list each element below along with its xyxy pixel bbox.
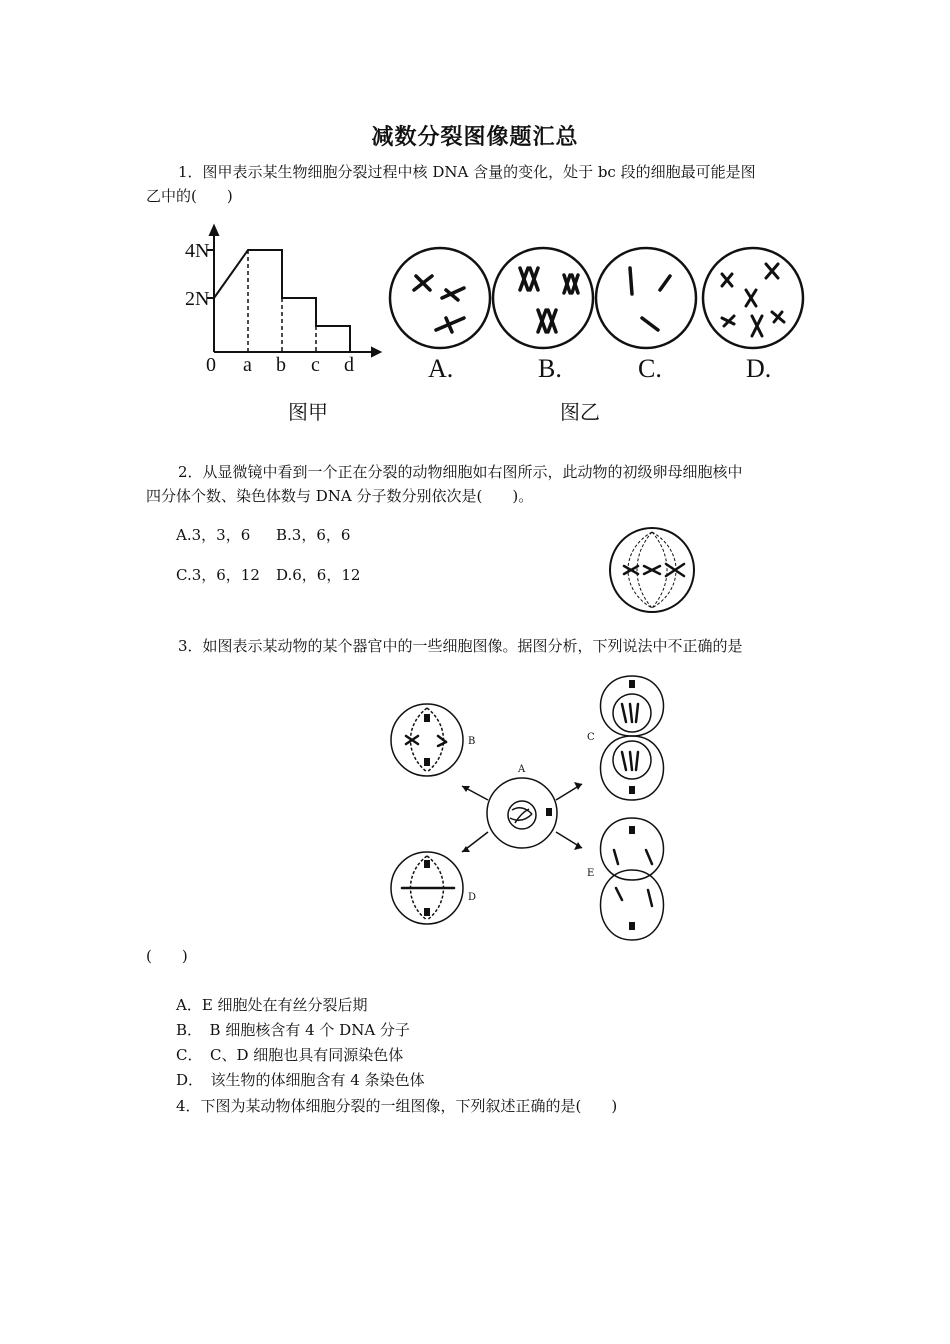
page-title: 减数分裂图像题汇总 xyxy=(371,125,579,150)
cells-caption: 图乙 xyxy=(560,400,600,424)
q2-option-c: C.3，6，12 xyxy=(176,566,260,584)
x-label-d: d xyxy=(344,354,354,376)
q3-option-b: B． B 细胞核含有 4 个 DNA 分子 xyxy=(176,1021,410,1039)
x-label-a: a xyxy=(243,354,252,376)
q3-option-d: D． 该生物的体细胞含有 4 条染色体 xyxy=(176,1071,425,1089)
q2-text-line2: 四分体个数、染色体数与 DNA 分子数分别依次是( )。 xyxy=(146,487,534,505)
fig-label-d: D xyxy=(468,892,477,903)
fig-label-a: A xyxy=(518,764,526,775)
q2-option-d: D.6，6，12 xyxy=(276,566,361,584)
x-label-b: b xyxy=(276,354,286,376)
x-label-0: 0 xyxy=(206,354,216,376)
q1-text-line1: 1．图甲表示某生物细胞分裂过程中核 DNA 含量的变化，处于 bc 段的细胞最可能是图 xyxy=(178,163,756,181)
q3-option-c: C． C、D 细胞也具有同源染色体 xyxy=(176,1046,404,1064)
cell-label-b: B. xyxy=(538,354,562,383)
q4-text: 4．下图为某动物体细胞分裂的一组图像，下列叙述正确的是( ) xyxy=(176,1097,618,1115)
x-label-c: c xyxy=(311,354,320,376)
fig-label-e: E xyxy=(587,868,595,879)
q3-option-a: A．E 细胞处在有丝分裂后期 xyxy=(176,996,368,1014)
q2-text-line1: 2．从显微镜中看到一个正在分裂的动物细胞如右图所示，此动物的初级卵母细胞核中 xyxy=(178,463,743,481)
q3-text: 3．如图表示某动物的某个器官中的一些细胞图像。据图分析，下列说法中不正确的是 xyxy=(178,637,743,655)
y-label-2n: 2N xyxy=(185,288,210,310)
fig-label-c: C xyxy=(587,732,595,743)
cell-label-a: A. xyxy=(428,354,454,383)
cell-label-d: D. xyxy=(746,354,772,383)
y-label-4n: 4N xyxy=(185,240,210,262)
q2-option-b: B.3，6，6 xyxy=(276,526,351,544)
q3-answer-paren: ( ) xyxy=(146,947,188,965)
q1-text-line2: 乙中的( ) xyxy=(146,187,233,205)
q2-option-a: A.3，3，6 xyxy=(176,526,251,544)
cell-label-c: C. xyxy=(638,354,662,383)
fig-label-b: B xyxy=(468,736,476,747)
graph-caption: 图甲 xyxy=(288,400,328,424)
